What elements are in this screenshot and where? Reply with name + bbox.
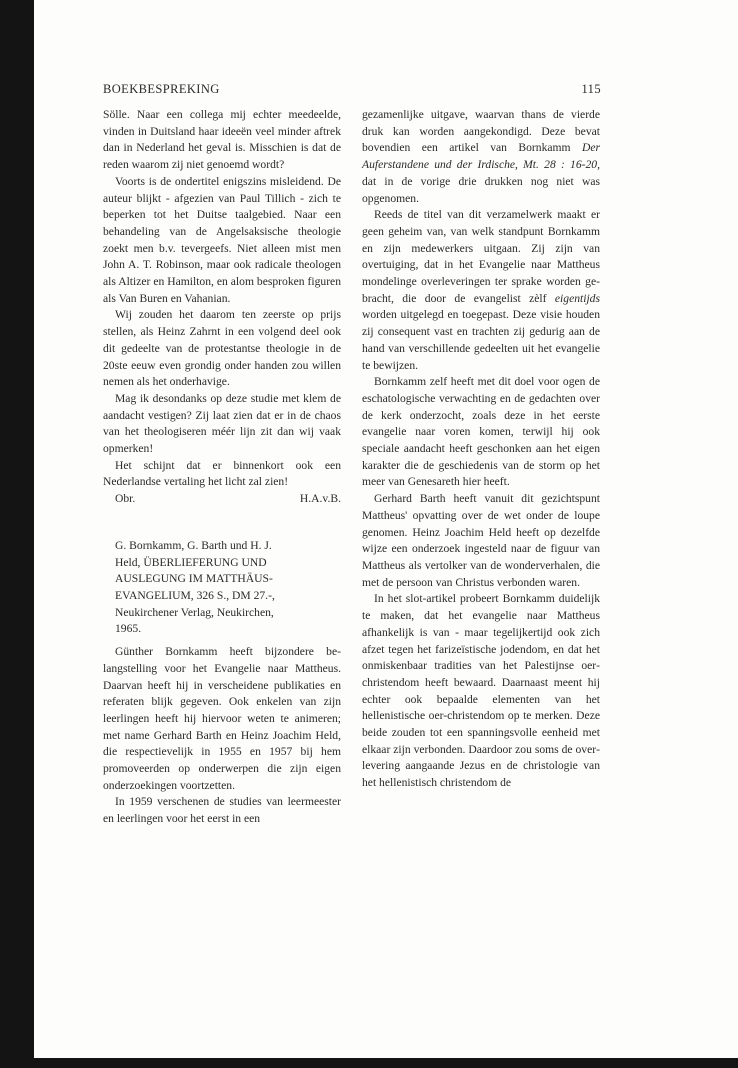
italic-title: Der Auferstandene und der Irdische, Mt. 28 : 16-20,	[362, 141, 600, 172]
paragraph: Het schijnt dat er binnenkort ook een Nederlandse vertaling het licht zal zien!	[103, 458, 341, 489]
paragraph	[362, 107, 600, 207]
paragraph	[362, 207, 600, 374]
paragraph: Günther Bornkamm heeft bijzondere belangstelling voor het Evangelie naar Mattheus. Daarvan heeft hij in verscheidene publikaties en referaten blijk gegeven. Ook enkelen van zijn leerlingen heeft hij hiervoor weten te animeren; met name Gerhard Barth en Heinz Joachim Held, die respectievelijk in 1955 en 1957 bij hem promoveerden op onderwerpen die zijn eigen onderzoekingen voortzetten.	[103, 645, 341, 792]
bib-line: AUSLEGUNG IM MATTHÄUS-	[115, 572, 273, 586]
paragraph: Sölle. Naar een collega mij echter meedeelde, vinden in Duitsland haar ideeën veel minder aftrek dan in Nederland het geval is. Misschien is dat de reden waarom zij niet genoemd wordt?	[103, 108, 341, 172]
text-run: dat in de vorige drie drukken nog niet was opgenomen.	[362, 174, 600, 205]
bibliographic-entry	[103, 538, 341, 638]
scan-border-left	[0, 0, 34, 1068]
paragraph: Gerhard Barth heeft vanuit dit gezichtspunt Mattheus' opvatting over de wet onder de loupe genomen. Heinz Joachim Held heeft op dezelfde wijze een onderzoek ingesteld naar de figuur van Mattheus als vertolker van de wonderverhalen, die met de persoon van Christus verbonden waren.	[362, 492, 600, 589]
signoff-place: Obr.	[115, 492, 136, 506]
bib-line: 1965.	[115, 622, 142, 636]
paragraph: Bornkamm zelf heeft met dit doel voor ogen de eschatologische verwachting en de gedachten over de kerk onderzocht, zoals deze in het eerste evangelie naar voren komen, terwijl hij ook speciale aandacht heeft geschonken aan het eigen karakter die de geschiedenis van de storm op het meer van Genesareth hier heeft.	[362, 375, 600, 489]
italic-word: eigentijds	[554, 291, 600, 305]
bib-line: EVANGELIUM, 326 S., DM 27.-,	[115, 588, 275, 602]
paragraph: Wij zouden het daarom ten zeerste op prijs stellen, als Heinz Zahrnt in een volgend deel ook dit gedeelte van de protestantse theologie in de 20ste eeuw even grondig onder handen zou willen nemen als het onderhavige.	[103, 308, 341, 389]
left-column	[103, 107, 341, 828]
paragraph: In 1959 verschenen de studies van leermeester en leerlingen voor het eerst in een	[103, 795, 341, 826]
section-gap	[103, 508, 341, 538]
page-number: 115	[581, 82, 601, 96]
right-column	[362, 107, 600, 792]
text-run: gezamenlijke uitgave, waarvan thans de vierde druk kan worden aangekondigd. Deze bevat bovendien een artikel van Bornkamm	[362, 108, 600, 155]
paragraph: Mag ik desondanks op deze studie met klem de aandacht vestigen? Zij laat zien dat er in de chaos van het theologiseren méér lijn zit dan wij vaak opmerken!	[103, 391, 341, 456]
running-header	[103, 82, 601, 100]
text-run: worden uitgelegd en toegepast. Deze visie houden zij consequent vast en trachten zij gedurig aan de hand van verschillende gedeelten uit het evangelie te bewijzen.	[362, 308, 600, 372]
signoff-initials: H.A.v.B.	[299, 492, 341, 506]
text-run: Reeds de titel van dit verzamelwerk maakt er geen geheim van, van welk standpunt Bornkamm en zijn medewerkers uitgaan. Zij zijn van overtuiging, dat in het Evangelie naar Mattheus mondelinge overleveringen ter sprake worden gebracht, die door de evangelist zèlf	[362, 208, 600, 305]
bib-line: Neukirchener Verlag, Neukirchen,	[115, 605, 274, 619]
paragraph: In het slot-artikel probeert Bornkamm duidelijk te maken, dat het evangelie naar Mattheus afhankelijk is van - maar tegelijkertijd ook zich afzet tegen het farizeïstische jodendom, en dat het onmiskenbaar tradities van het Palestijnse oerchristendom heeft bewaard. Daarnaast meent hij echter ook bepaalde elementen van het hellenistische oer-christendom op te merken. Deze beide zouden tot een spanningsvolle eenheid met elkaar zijn verbonden. Daardoor zou soms de overlevering aangaande Jezus en de christologie van het hellenistisch christendom de	[362, 592, 600, 790]
scan-border-bottom	[0, 1058, 738, 1068]
running-header-title: BOEKBESPREKING	[103, 82, 220, 96]
paragraph: Voorts is de ondertitel enigszins misleidend. De auteur blijkt - afgezien van Paul Tillich - zich te beperken tot het Duitse taalgebied. Naar een behandeling van de Angelsaksische theologie zoekt men b.v. tevergeefs. Niet alleen mist men John A. T. Robinson, maar ook radicale theologen als Altizer en Hamilton, en alom besproken figuren als Van Buren en Vahanian.	[103, 174, 341, 305]
bib-line: Held, ÜBERLIEFERUNG UND	[115, 555, 267, 569]
review-signoff	[103, 491, 341, 508]
bib-line: G. Bornkamm, G. Barth und H. J.	[115, 538, 272, 552]
